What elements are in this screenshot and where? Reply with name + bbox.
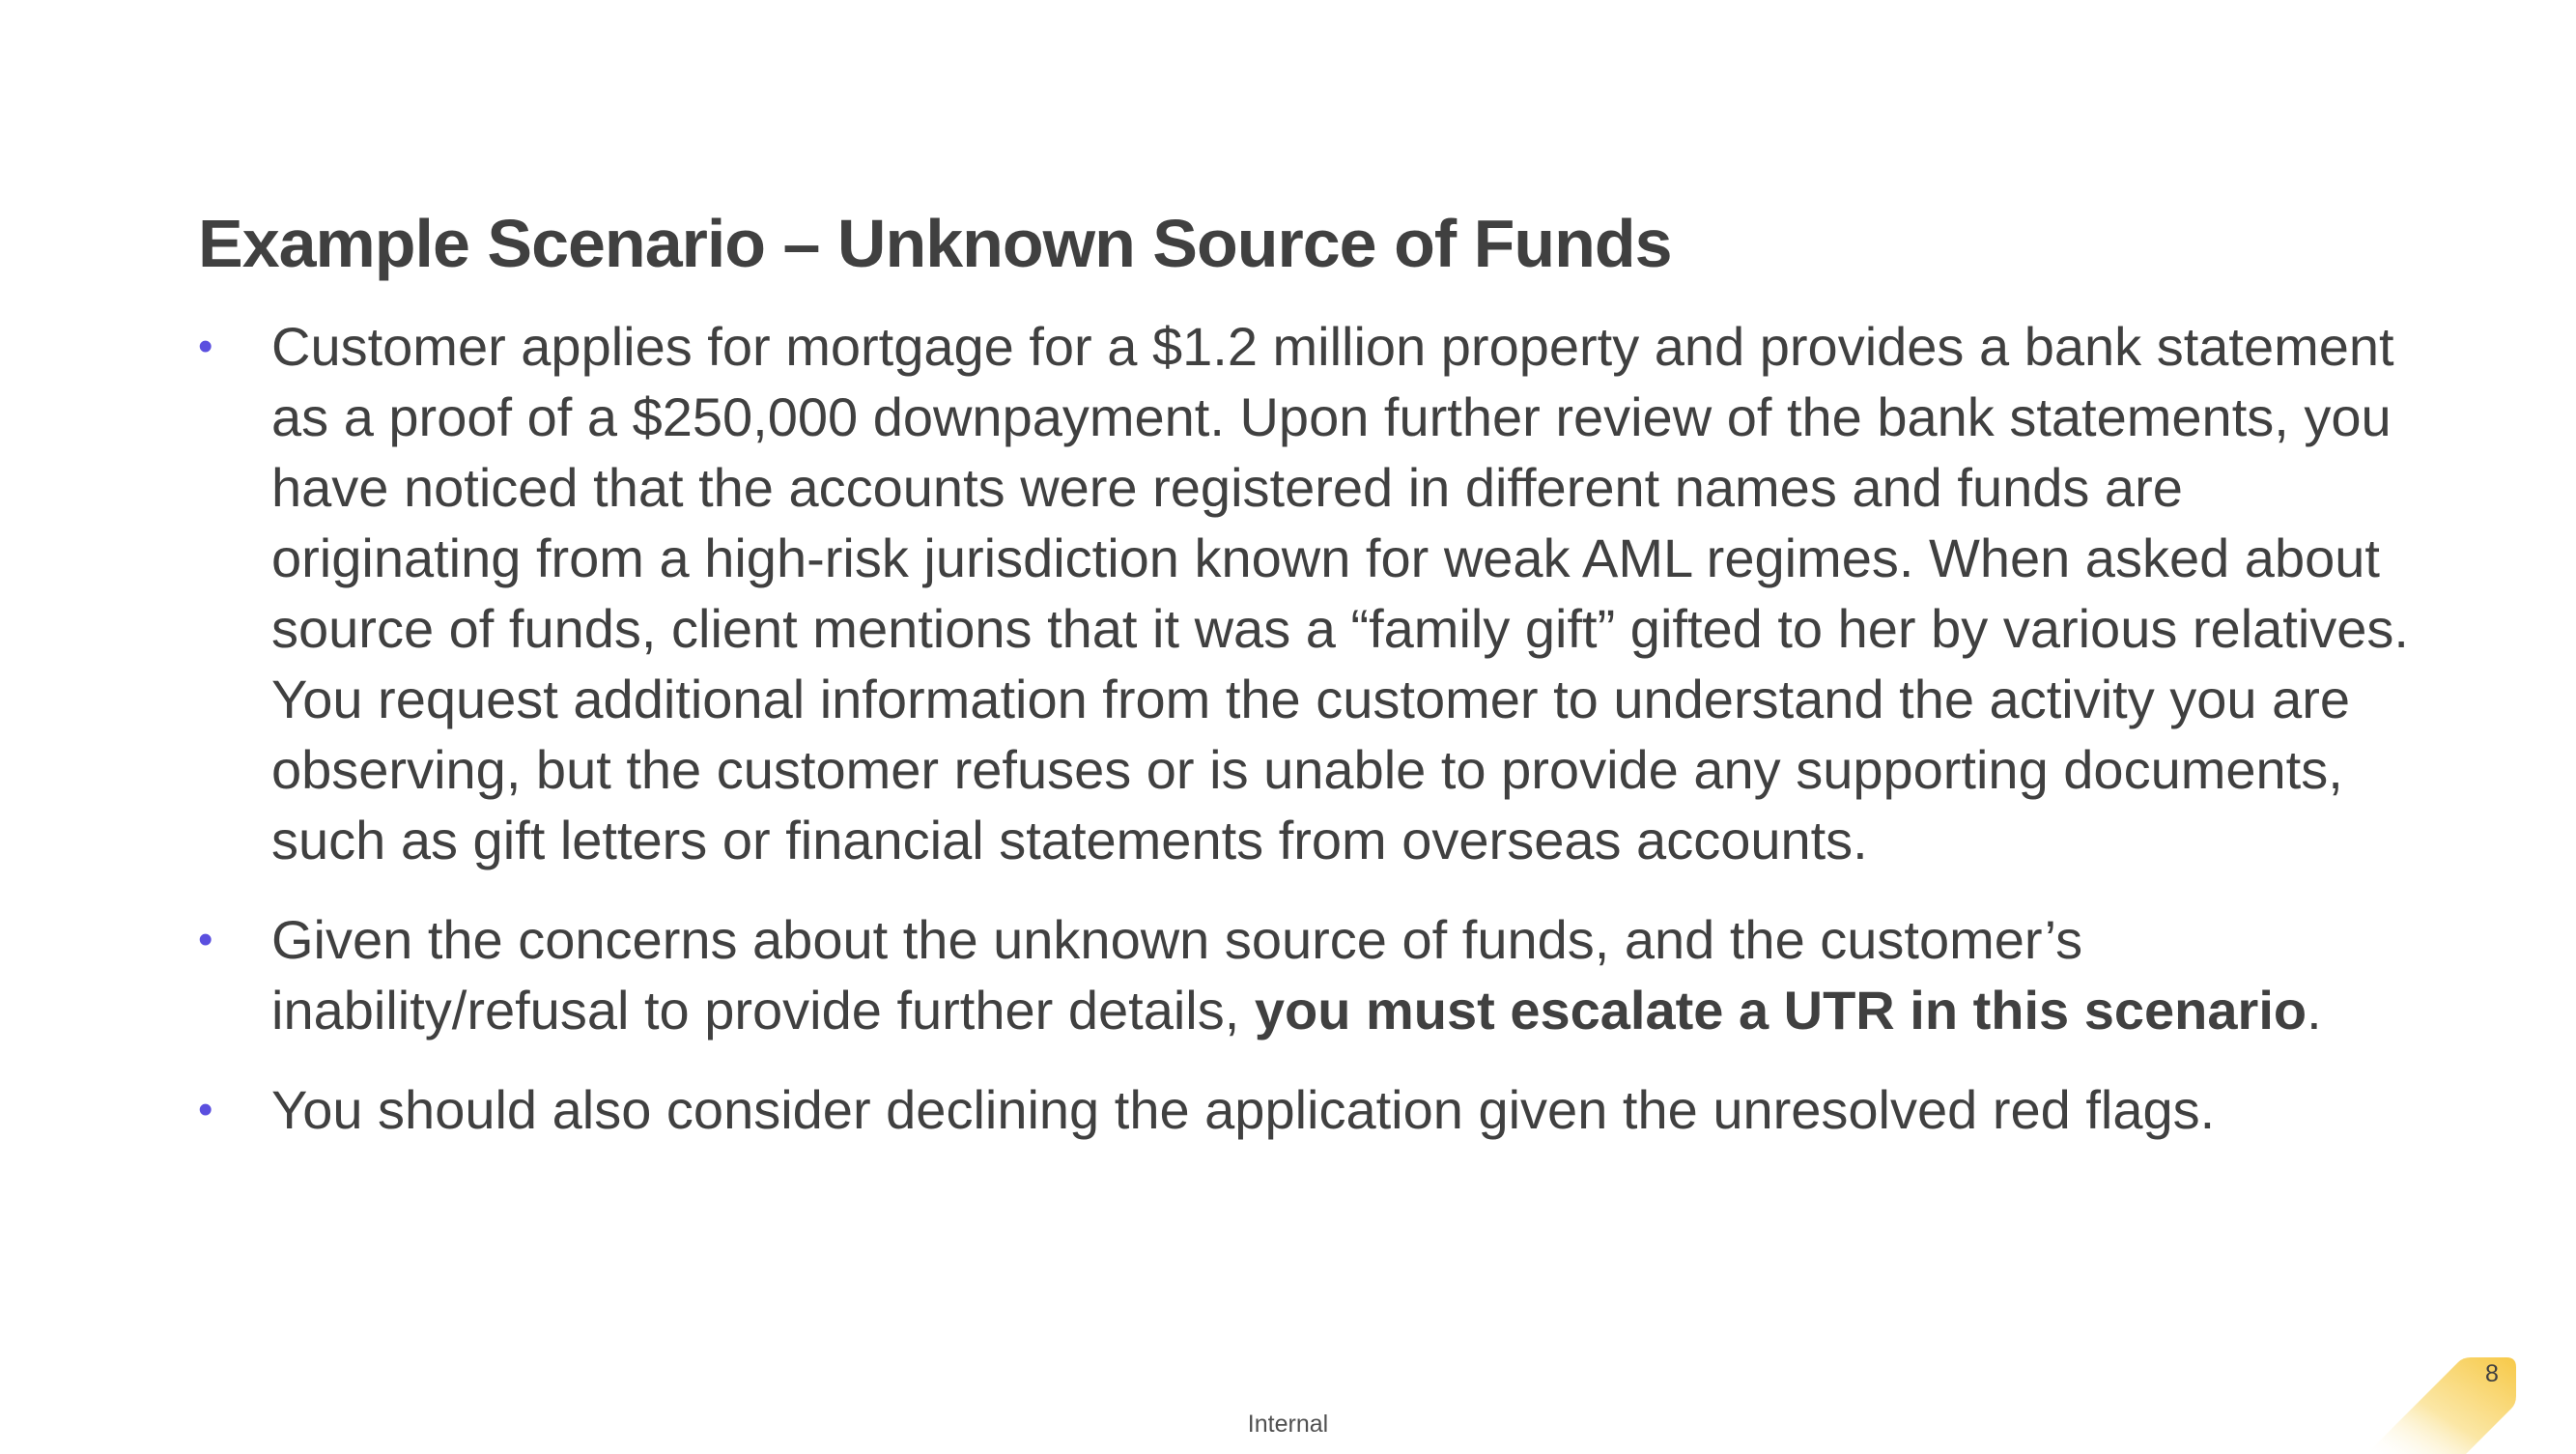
classification-label: Internal — [1247, 1411, 1329, 1438]
bullet-icon: • — [198, 916, 213, 963]
bullet-item — [198, 904, 2420, 1045]
bullet-list — [198, 311, 2420, 1174]
bullet-icon: • — [198, 1086, 213, 1133]
slide-title: Example Scenario – Unknown Source of Funds — [198, 206, 1672, 281]
bullet-item — [198, 311, 2420, 875]
bullet-icon: • — [198, 323, 213, 370]
page-number: 8 — [2485, 1360, 2499, 1387]
bullet-text: Given the concerns about the unknown source of funds, and the customer’s inability/refusal to provide further details, — [271, 909, 2083, 1041]
bullet-text: Customer applies for mortgage for a $1.2 million property and provides a bank statement as a proof of a $250,000 downpayment. Upon further review of the bank statements, you have noticed that the accounts were registered in different names and funds are originating from a high-risk jurisdiction known for weak AML regimes. When asked about source of funds, client mentions that it was a “family gift” gifted to her by various relatives. You request additional information from the customer to understand the activity you are observing, but the customer refuses or is unable to provide any supporting documents, such as gift letters or financial statements from overseas accounts. — [271, 316, 2409, 870]
bullet-item — [198, 1074, 2420, 1145]
bullet-text: You should also consider declining the application given the unresolved red flags. — [271, 1079, 2216, 1140]
bullet-text-end: . — [2307, 980, 2322, 1041]
bullet-emphasis: you must escalate a UTR in this scenario — [1254, 980, 2307, 1041]
